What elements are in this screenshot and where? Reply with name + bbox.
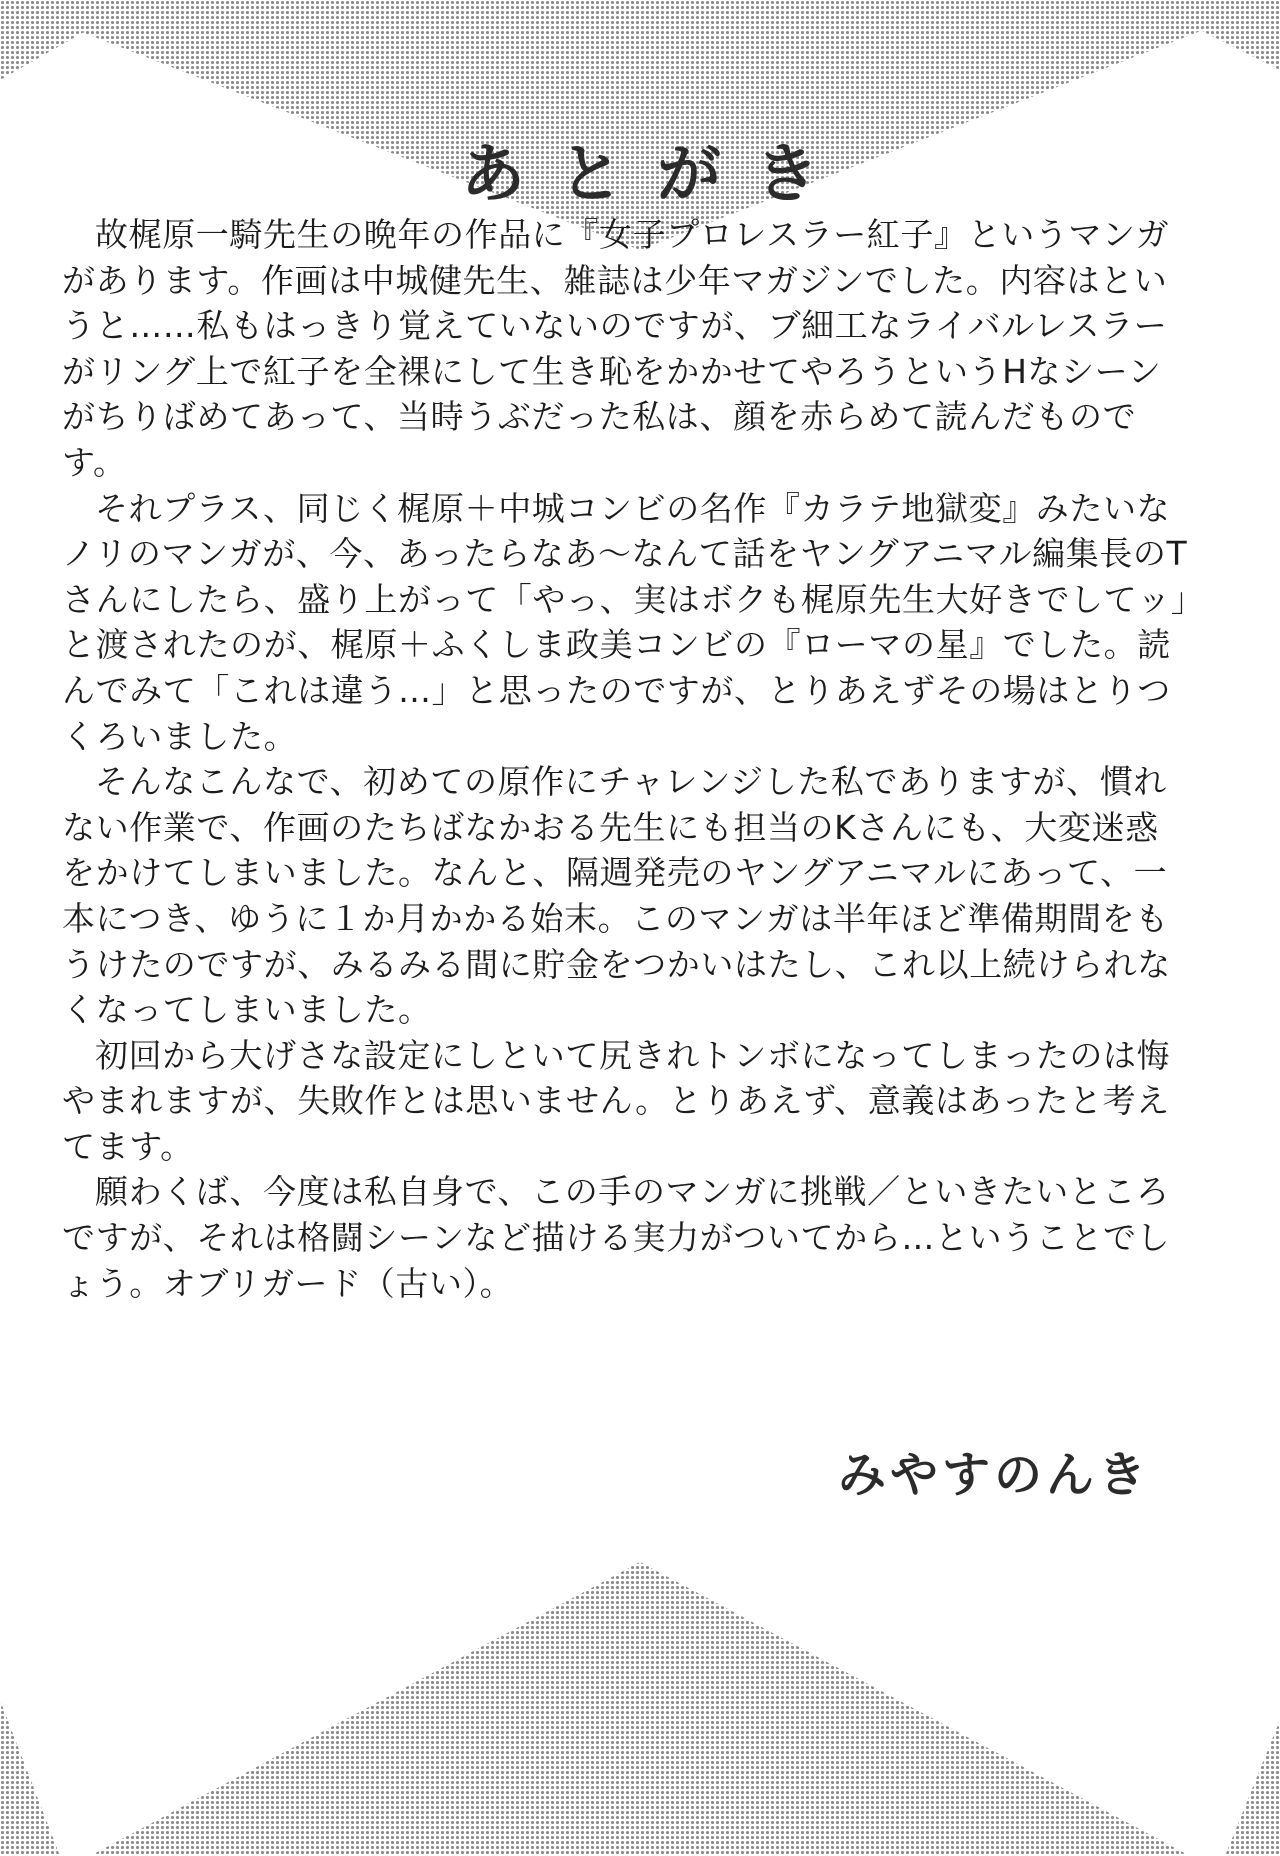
tone-wedge-bottom-right	[1225, 1720, 1280, 1856]
paragraph-1: 故梶原一騎先生の晩年の作品に『女子プロレスラー紅子』というマンガがあります。作画は中城健先生、雑誌は少年マガジンでした。内容はというと……私もはっきり覚えていないのですが、ブ細工なライバルレスラーがリング上で紅子を全裸にして生き恥をかかせてやろうというHなシーンがちりばめてあって、当時うぶだった私は、顔を赤らめて読んだものです。	[62, 215, 1170, 482]
tone-triangle-bottom	[90, 1562, 1190, 1856]
paragraph-2: それプラス、同じく梶原＋中城コンビの名作『カラテ地獄変』みたいなノリのマンガが、今、あったらなあ〜なんて話をヤングアニマル編集長のTさんにしたら、盛り上がって「やっ、実はボクも梶原先生大好きでしてッ」と渡されたのが、梶原＋ふくしま政美コンビの『ローマの星』でした。読んでみて「これは違う…」と思ったのですが、とりあえずその場はとりつくろいました。	[62, 488, 1188, 756]
paragraph-3: そんなこんなで、初めての原作にチャレンジした私でありますが、慣れない作業で、作画のたちばなかおる先生にも担当のKさんにも、大変迷惑をかけてしまいました。なんと、隔週発売のヤングアニマルにあって、一本につき、ゆうに１か月かかる始末。このマンガは半年ほど準備期間をもうけたのですが、みるみる間に貯金をつかいはたし、これ以上続けられなくなってしまいました。	[62, 762, 1171, 1030]
afterword-body	[62, 212, 1192, 1306]
author-signature: みやすのんき	[837, 1447, 1150, 1503]
paragraph-5: 願わくば、今度は私自身で、この手のマンガに挑戦／といきたいところですが、それは格闘シーンなど描ける実力がついてから…ということでしょう。オブリガード（古い）。	[62, 1172, 1171, 1303]
page-title: あとがき	[461, 137, 853, 212]
paragraph-4: 初回から大げさな設定にしといて尻きれトンボになってしまったのは悔やまれますが、失敗作とは思いません。とりあえず、意義はあったと考えてます。	[62, 1035, 1171, 1166]
tone-wedge-bottom-left	[0, 1700, 60, 1856]
